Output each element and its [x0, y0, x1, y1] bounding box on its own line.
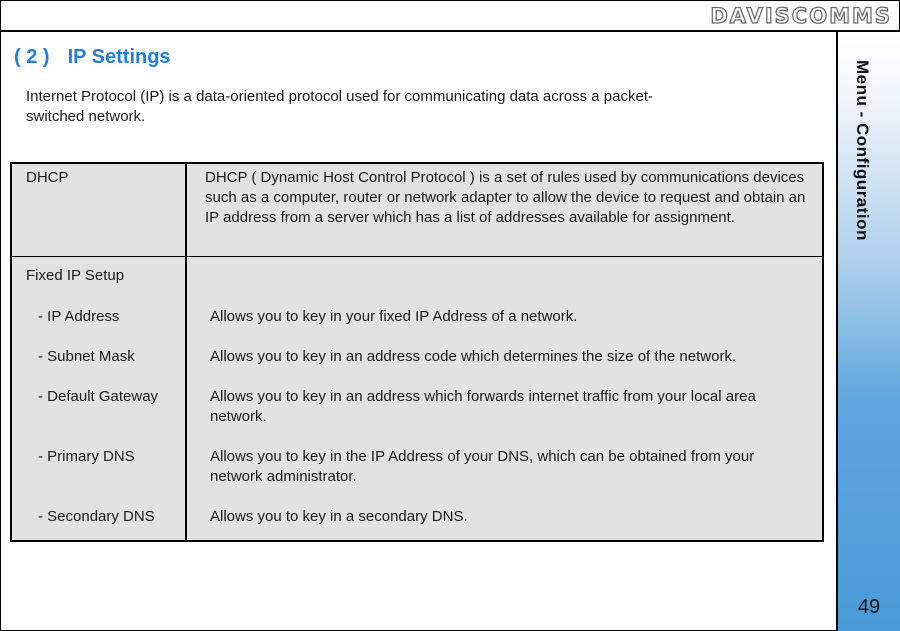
column-divider — [185, 164, 187, 540]
section-heading — [14, 46, 171, 69]
default-gateway-description: Allows you to key in an address which forwards internet traffic from your local area network. — [210, 388, 756, 425]
logo-text: DAVISCOMMS — [710, 4, 892, 28]
page-number: 49 — [857, 596, 881, 618]
top-bar — [0, 0, 900, 32]
primary-dns-description: Allows you to key in the IP Address of your DNS, which can be obtained from your network administrator. — [210, 448, 755, 485]
sidebar — [836, 32, 900, 631]
subnet-mask-description: Allows you to key in an address code which determines the size of the network. — [210, 348, 737, 365]
dhcp-term: DHCP — [26, 169, 69, 186]
section-title: IP Settings — [67, 46, 171, 68]
ip-address-term: - IP Address — [38, 308, 120, 325]
primary-dns-term: - Primary DNS — [38, 448, 135, 465]
sidebar-title: Menu - Configuration — [853, 60, 872, 241]
fixed-ip-heading: Fixed IP Setup — [26, 267, 125, 284]
settings-table — [10, 162, 824, 542]
section-number: ( 2 ) — [14, 46, 50, 68]
dhcp-description: DHCP ( Dynamic Host Control Protocol ) is a set of rules used by communications devices such as a computer, router or network adapter to allow the device to request and obtain an IP address from a server which has a list of addresses available for assignment. — [205, 169, 806, 226]
default-gateway-term: - Default Gateway — [38, 388, 159, 405]
ip-address-description: Allows you to key in your fixed IP Address of a network. — [210, 308, 578, 325]
secondary-dns-term: - Secondary DNS — [38, 508, 155, 525]
secondary-dns-description: Allows you to key in a secondary DNS. — [210, 508, 468, 525]
daviscomms-logo — [710, 4, 892, 28]
row-divider — [12, 256, 822, 257]
intro-paragraph: Internet Protocol (IP) is a data-oriented protocol used for communicating data across a packet-switched network. — [26, 88, 653, 125]
subnet-mask-term: - Subnet Mask — [38, 348, 135, 365]
